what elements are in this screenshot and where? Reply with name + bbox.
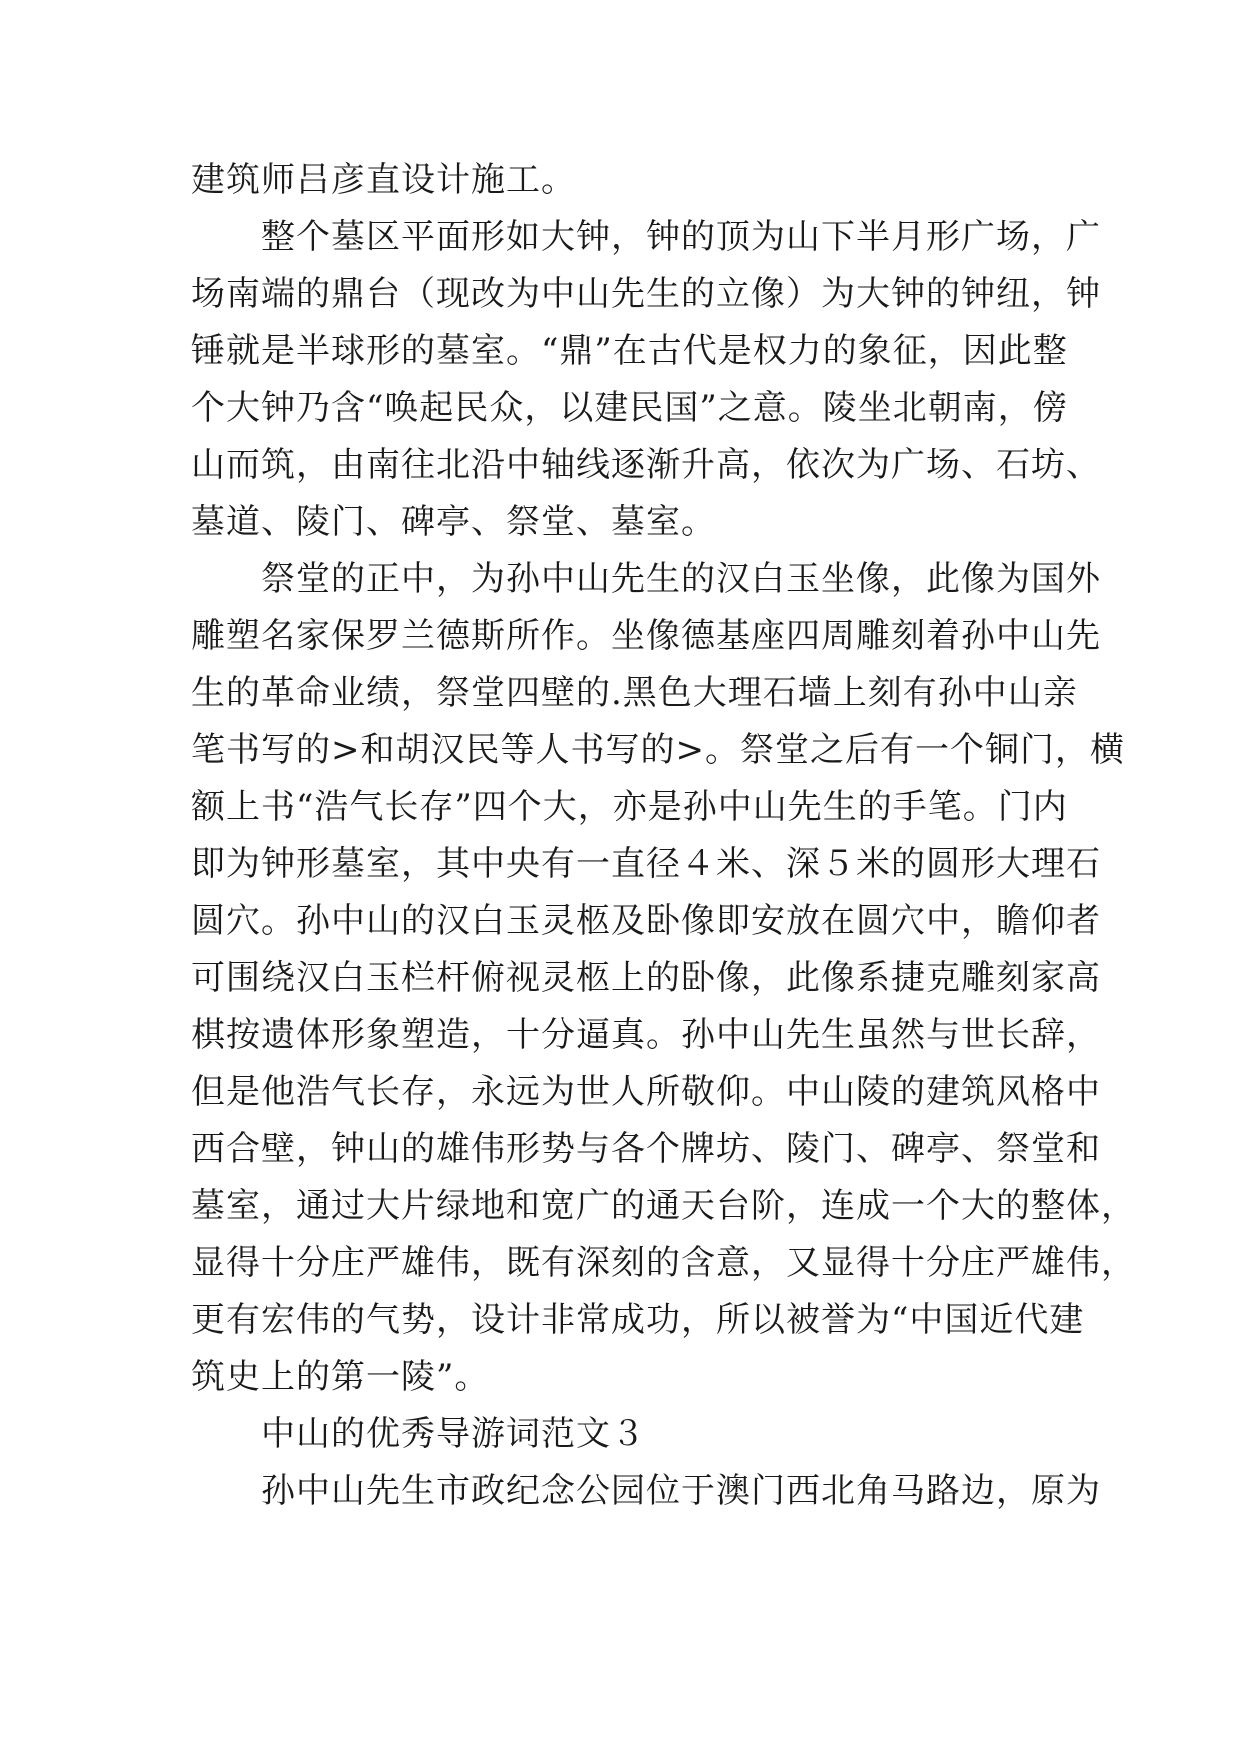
- text-line: 圆穴。孙中山的汉白玉灵柩及卧像即安放在圆穴中，瞻仰者: [191, 901, 1101, 941]
- text-line: 西合壁，钟山的雄伟形势与各个牌坊、陵门、碑亭、祭堂和: [191, 1129, 1101, 1169]
- text-line: 生的革命业绩，祭堂四壁的.黑色大理石墙上刻有孙中山亲: [191, 673, 1078, 713]
- text-line: 墓室，通过大片绿地和宽广的通天台阶，连成一个大的整体，: [191, 1186, 1136, 1226]
- text-line: 雕塑名家保罗兰德斯所作。坐像德基座四周雕刻着孙中山先: [191, 616, 1101, 656]
- text-line: 建筑师吕彦直设计施工。: [191, 160, 576, 200]
- text-line: 笔书写的>和胡汉民等人书写的>。祭堂之后有一个铜门，横: [191, 730, 1125, 770]
- text-line: 但是他浩气长存，永远为世人所敬仰。中山陵的建筑风格中: [191, 1072, 1101, 1112]
- section-heading: 中山的优秀导游词范文３: [191, 1414, 646, 1454]
- text-line: 可围绕汉白玉栏杆俯视灵柩上的卧像，此像系捷克雕刻家高: [191, 958, 1101, 998]
- text-line: 棋按遗体形象塑造，十分逼真。孙中山先生虽然与世长辞，: [191, 1015, 1101, 1055]
- text-line: 墓道、陵门、碑亭、祭堂、墓室。: [191, 502, 716, 542]
- text-line: 更有宏伟的气势，设计非常成功，所以被誉为“中国近代建: [191, 1300, 1085, 1340]
- text-line: 额上书“浩气长存”四个大，亦是孙中山先生的手笔。门内: [191, 787, 1068, 827]
- text-line: 锤就是半球形的墓室。“鼎”在古代是权力的象征，因此整: [191, 331, 1068, 371]
- text-line: 筑史上的第一陵”。: [191, 1357, 490, 1397]
- text-line: 祭堂的正中，为孙中山先生的汉白玉坐像，此像为国外: [191, 559, 1101, 599]
- text-line: 个大钟乃含“唤起民众，以建民国”之意。陵坐北朝南，傍: [191, 388, 1068, 428]
- text-line: 显得十分庄严雄伟，既有深刻的含意，又显得十分庄严雄伟，: [191, 1243, 1136, 1283]
- text-line: 整个墓区平面形如大钟，钟的顶为山下半月形广场，广: [191, 217, 1101, 257]
- text-line: 即为钟形墓室，其中央有一直径４米、深５米的圆形大理石: [191, 844, 1101, 884]
- text-line: 山而筑，由南往北沿中轴线逐渐升高，依次为广场、石坊、: [191, 445, 1101, 485]
- text-line: 孙中山先生市政纪念公园位于澳门西北角马路边，原为: [191, 1471, 1101, 1511]
- text-line: 场南端的鼎台（现改为中山先生的立像）为大钟的钟纽，钟: [191, 274, 1101, 314]
